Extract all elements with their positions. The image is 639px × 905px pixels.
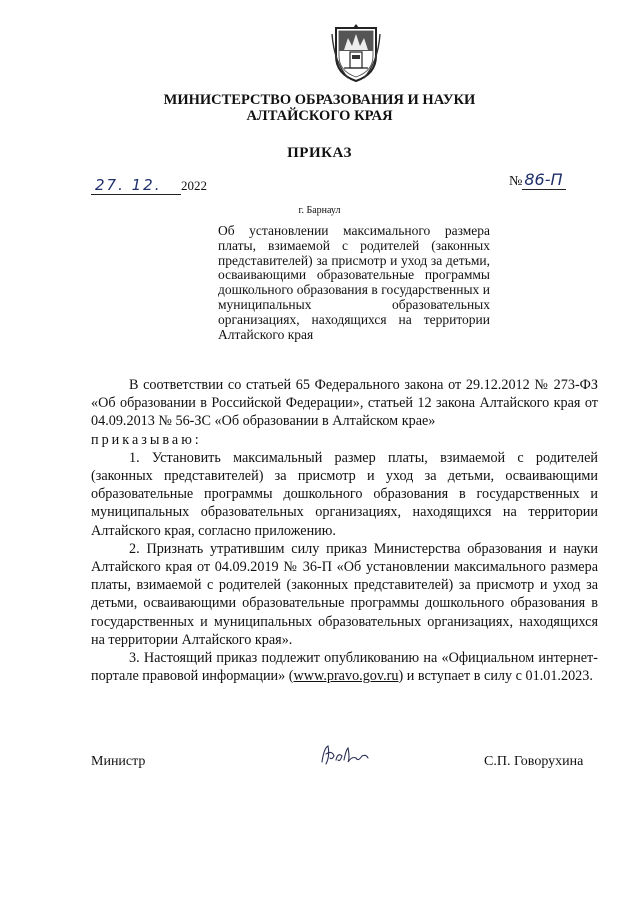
handwritten-date: 27. 12.: [91, 180, 181, 195]
document-body: [91, 376, 598, 685]
number-prefix: №: [509, 174, 523, 189]
city: г. Барнаул: [298, 205, 341, 216]
signer-title: Министр: [91, 754, 146, 769]
order-item-3: [91, 649, 598, 685]
item3-text-before: 3. Настоящий приказ подлежит опубликованию на «Официальном интернет-портале правовой информации» (: [91, 650, 598, 685]
coat-of-arms-emblem-icon: [330, 22, 382, 84]
document-type: ПРИКАЗ: [287, 145, 352, 161]
signer-name: С.П. Говорухина: [484, 754, 584, 769]
document-subject: Об установлении максимального размера платы, взимаемой с родителей (законных представителей) за присмотр и уход за детьми, осваивающими образовательные программы дошкольного образования в государственных и муниципальных образовательных организациях, находящихся на территории Алтайского края: [218, 223, 490, 342]
handwritten-signature-icon: [318, 742, 370, 768]
order-word: приказываю:: [91, 431, 202, 448]
item3-text-after: ) и вступает в силу с 01.01.2023.: [398, 668, 593, 685]
order-year: 2022: [181, 178, 207, 193]
order-date: [91, 178, 207, 195]
ministry-name-line2: АЛТАЙСКОГО КРАЯ: [246, 108, 393, 124]
order-item-2: 2. Признать утратившим силу приказ Министерства образования и науки Алтайского края от 04.09.2019 № 36-П «Об установлении максимального размера платы, взимаемой с родителей (законных представителей) за присмотр и уход за детьми, осваивающими образовательные программы дошкольного образования в государственных и муниципальных образовательных организациях, находящихся на территории Алтайского края».: [91, 540, 598, 648]
ministry-name-line1: МИНИСТЕРСТВО ОБРАЗОВАНИЯ И НАУКИ: [163, 92, 476, 108]
order-number: [509, 170, 566, 190]
pravo-gov-link[interactable]: www.pravo.gov.ru: [293, 668, 399, 685]
handwritten-number: 86-П: [522, 170, 566, 190]
intro-paragraph: В соответствии со статьей 65 Федерального закона от 29.12.2012 № 273-ФЗ «Об образовании в Российской Федерации», статьей 12 закона Алтайского края от 04.09.2013 № 56-ЗС «Об образовании в Алтайском крае»: [91, 377, 598, 430]
order-item-1: 1. Установить максимальный размер платы, взимаемой с родителей (законных представителей) за присмотр и уход за детьми, осваивающими образовательные программы дошкольного образования в государственных и муниципальных образовательных организациях, находящихся на территории Алтайского края, согласно приложению.: [91, 449, 598, 539]
